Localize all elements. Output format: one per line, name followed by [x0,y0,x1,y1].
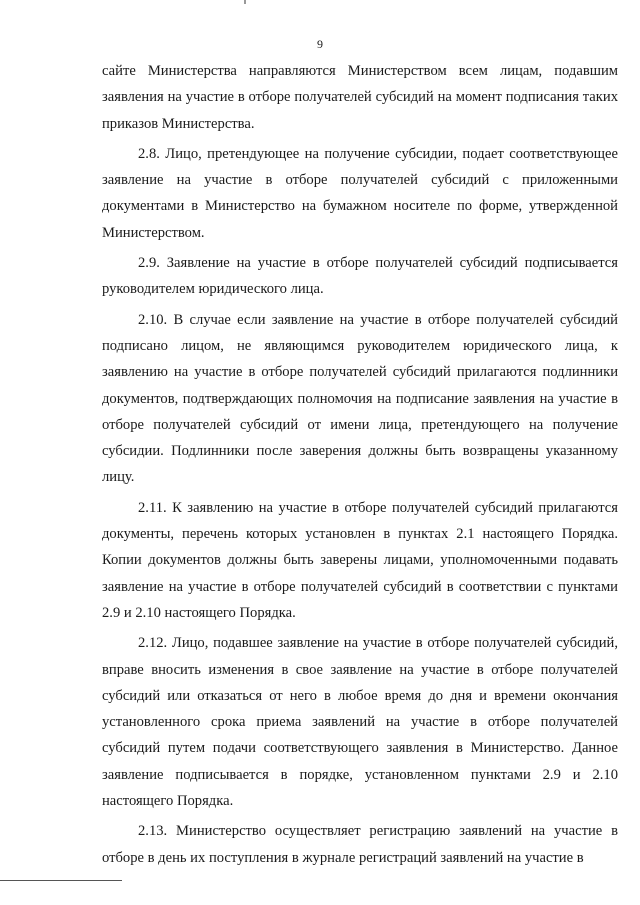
paragraph-2-10: 2.10. В случае если заявление на участие в отборе получателей субсидий подписано лицом, не являющимся руководителем юридического лица, к заявлению на участие в отборе получателей субсидий прилагаются подлинники документов, подтверждающих полномочия на подписание заявления на участие в отборе получателей субсидий от имени лица, претендующего на получение субсидии. Подлинники после заверения должны быть возвращены указанному лицу. [102,311,618,486]
page-number: 9 [317,37,323,51]
footer-rule [0,880,122,881]
paragraph-2-13: 2.13. Министерство осуществляет регистрацию заявлений на участие в отборе в день их поступления в журнале регистраций заявлений на участие в [102,823,618,866]
paragraph-continuation: сайте Министерства направляются Министерством всем лицам, подавшим заявления на участие в отборе получателей субсидий на момент подписания таких приказов Министерства. [102,63,618,132]
scan-mark [244,0,246,4]
paragraph-2-11: 2.11. К заявлению на участие в отборе получателей субсидий прилагаются документы, перечень которых установлен в пунктах 2.1 настоящего Порядка. Копии документов должны быть заверены лицами, уполномоченными подавать заявление на участие в отборе получателей субсидий в соответствии с пунктами 2.9 и 2.10 настоящего Порядка. [102,499,618,621]
paragraph-2-12: 2.12. Лицо, подавшее заявление на участие в отборе получателей субсидий, вправе вносить изменения в свое заявление на участие в отборе получателей субсидий или отказаться от него в любое время до дня и времени окончания установленного срока приема заявлений на участие в отборе получателей субсидий путем подачи соответствующего заявления в Министерство. Данное заявление подписывается в порядке, установленном пунктами 2.9 и 2.10 настоящего Порядка. [102,635,618,810]
paragraph-2-8: 2.8. Лицо, претендующее на получение субсидии, подает соответствующее заявление на участие в отборе получателей субсидий с приложенными документами в Министерство на бумажном носителе по форме, утвержденной Министерством. [102,145,618,241]
paragraph-2-9: 2.9. Заявление на участие в отборе получателей субсидий подписывается руководителем юридического лица. [102,255,618,298]
document-body [102,58,618,875]
